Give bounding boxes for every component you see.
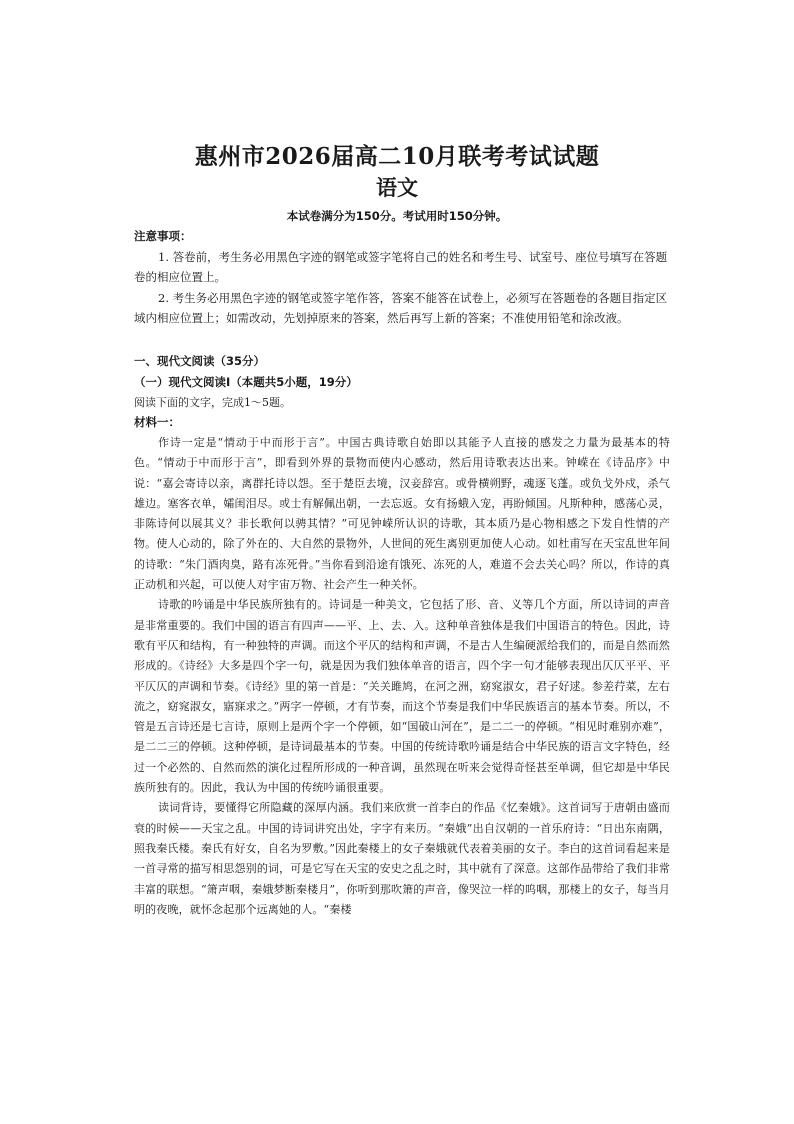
subsection-heading: （一）现代文阅读Ⅰ（本题共5小题，19分） [134, 375, 358, 389]
note-item: 1. 答卷前，考生务必用黑色字迹的钢笔或签字笔将自己的姓名和考生号、试室号、座位号填写在答题卷的相应位置上。 [134, 250, 668, 285]
exam-subject: 语文 [376, 175, 418, 200]
section-heading: 一、现代文阅读（35分） [134, 354, 266, 368]
exam-title: 惠州市2026届高二10月联考考试试题 [194, 143, 600, 170]
material-body [134, 433, 670, 920]
reading-instruction: 阅读下面的文字，完成1～5题。 [134, 396, 291, 409]
notes-list [134, 247, 674, 328]
material-label: 材料一： [134, 415, 180, 429]
material-paragraph: 作诗一定是“情动于中而形于言”。中国古典诗歌自始即以其能予人直接的感发之力量为最基本的特色。“情动于中而形于言”，即看到外界的景物而使内心感动，然后用诗歌表达出来。钟嵘在《诗品序》中说：“嘉会寄诗以亲，离群托诗以怨。至于楚臣去境，汉妾辞宫。或骨横朔野，魂逐飞蓬。或负戈外戍，杀气雄边。塞客衣单，孀闺泪尽。或士有解佩出朝，一去忘返。女有扬蛾入宠，再盼倾国。凡斯种种，感荡心灵，非陈诗何以展其义？非长歌何以骋其情？”可见钟嵘所认识的诗歌，其本质乃是心物相感之下发自性情的产物。使人心动的，除了外在的、大自然的景物外，人世间的死生离别更加使人心动。如杜甫写在天宝乱世年间的诗歌：“朱门酒肉臭，路有冻死骨。”当你看到沿途有饿死、冻死的人，难道不会去关心吗？所以，作诗的真正动机和兴起，可以使人对宇宙万物、社会产生一种关怀。 [134, 436, 670, 592]
score-info: 本试卷满分为150分。考试用时150分钟。 [286, 209, 508, 223]
notes-heading: 注意事项： [134, 229, 192, 243]
note-item: 2. 考生务必用黑色字迹的钢笔或签字笔作答，答案不能答在试卷上，必须写在答题卷的各题目指定区域内相应位置上；如需改动，先划掉原来的答案，然后再写上新的答案；不准使用铅笔和涂改液。 [134, 290, 668, 325]
material-paragraph: 诗歌的吟诵是中华民族所独有的。诗词是一种美文，它包括了形、音、义等几个方面，所以诗词的声音是非常重要的。我们中国的语言有四声——平、上、去、入。这种单音独体是我们中国语言的特色。因此，诗歌有平仄和结构，有一种独特的声调。而这个平仄的结构和声调，不是古人生编硬派给我们的，而是自然而然形成的。《诗经》大多是四个字一句，就是因为我们独体单音的语言，四个字一句才能够表现出仄仄平平、平平仄仄的声调和节奏。《诗经》里的第一首是：“关关雎鸠，在河之洲，窈窕淑女，君子好逑。参差荇菜，左右流之，窈窕淑女，寤寐求之。”两字一停顿，才有节奏，而这个节奏是我们中华民族语言的基本节奏。所以，不管是五言诗还是七言诗，原则上是两个字一个停顿，如“国破山河在”，是二二一的停顿。“相见时难别亦难”，是二二三的停顿。这种停顿，是诗词最基本的节奏。中国的传统诗歌吟诵是结合中华民族的语言文字特色，经过一个必然的、自然而然的演化过程所形成的一种音调，虽然现在听来会觉得奇怪甚至单调，但它却是中华民族所独有的。因此，我认为中国的传统吟诵很重要。 [134, 598, 670, 795]
material-paragraph: 读词背诗，要懂得它所隐藏的深厚内涵。我们来欣赏一首李白的作品《忆秦娥》。这首词写于唐朝由盛而衰的时候——天宝之乱。中国的诗词讲究出处，字字有来历。“秦娥”出自汉朝的一首乐府诗：“日出东南隅，照我秦氏楼。秦氏有好女，自名为罗敷。”因此秦楼上的女子秦娥就代表着美丽的女子。李白的这首词看起来是一首寻常的描写相思怨别的词，可是它写在天宝的安史之乱之时，其中就有了深意。这部作品带给了我们非常丰富的联想。“箫声咽，秦娥梦断秦楼月”，你听到那吹箫的声音，像哭泣一样的呜咽，那楼上的女子，每当月明的夜晚，就怀念起那个远离她的人。“秦楼 [134, 801, 670, 916]
